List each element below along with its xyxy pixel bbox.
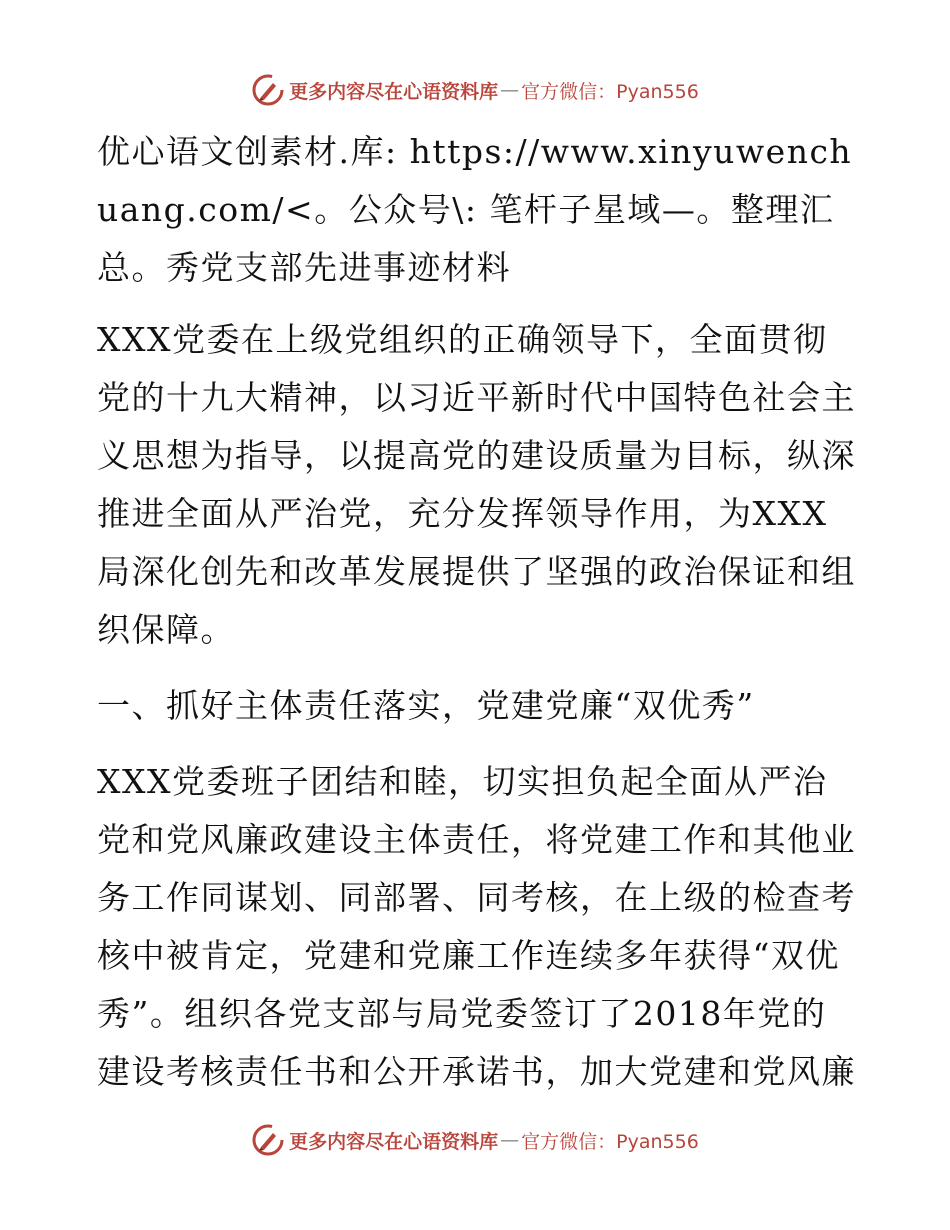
watermark-banner-top — [0, 70, 950, 110]
watermark-sub-text: 官方微信：Pyan556 — [521, 80, 699, 103]
document-body — [97, 123, 857, 1101]
pen-nib-circle-icon — [251, 1123, 285, 1157]
body-paragraph: XXX党委在上级党组织的正确领导下，全面贯彻党的十九大精神，以习近平新时代中国特色社会主义思想为指导，以提高党的建设质量为目标，纵深推进全面从严治党，充分发挥领导作用，为XXX局深化创先和改革发展提供了坚强的政治保证和组织保障。 — [97, 320, 856, 649]
watermark-separator: — — [500, 79, 520, 101]
section-heading: 一、抓好主体责任落实，党建党廉“双优秀” — [97, 686, 755, 725]
watermark-main-text: 更多内容尽在心语资料库 — [289, 80, 499, 103]
watermark-separator: — — [500, 1129, 520, 1151]
body-paragraph: XXX党委班子团结和睦，切实担负起全面从严治党和党风廉政建设主体责任，将党建工作和其他业务工作同谋划、同部署、同考核，在上级的检查考核中被肯定，党建和党廉工作连续多年获得“双优秀”。组织各党支部与局党委签订了2018年党的建设考核责任书和公开承诺书，加大党建和党风廉 — [97, 762, 856, 1091]
pen-nib-circle-icon — [251, 73, 285, 107]
intro-paragraph: 优心语文创素材.库: https://www.xinyuwenchuang.com/<。公众号\: 笔杆子星域—。整理汇总。秀党支部先进事迹材料 — [97, 132, 853, 287]
watermark-banner-bottom — [0, 1120, 950, 1160]
watermark-sub-text: 官方微信：Pyan556 — [521, 1130, 699, 1153]
watermark-main-text: 更多内容尽在心语资料库 — [289, 1130, 499, 1153]
